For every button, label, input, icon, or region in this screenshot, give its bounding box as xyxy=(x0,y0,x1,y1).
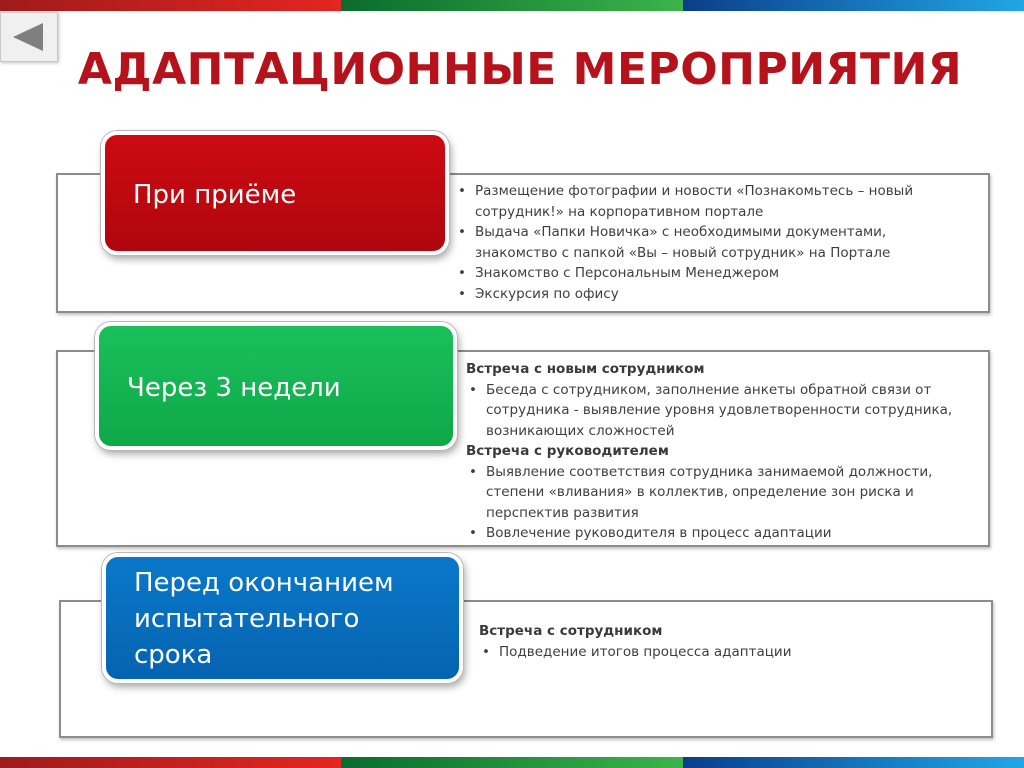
list-item: • Беседа с сотрудником, заполнение анкеты обратной связи от сотрудника - выявление уровня удовлетворенности сотрудника, возникающих сложностей xyxy=(466,380,971,442)
tab-on-hire xyxy=(101,131,449,255)
tab-end-probation xyxy=(102,553,463,683)
list-item: • Экскурсия по офису xyxy=(455,284,945,305)
top-color-stripe xyxy=(0,0,1024,11)
list-item: • Вовлечение руководителя в процесс адаптации xyxy=(466,523,971,544)
page-title: АДАПТАЦИОННЫЕ МЕРОПРИЯТИЯ xyxy=(77,44,963,95)
stripe-green xyxy=(341,0,682,11)
list-item: • Размещение фотографии и новости «Познакомьтесь – новый сотрудник!» на корпоративном портале xyxy=(455,181,945,222)
stripe-blue xyxy=(683,757,1024,768)
panel-end-probation-content xyxy=(479,621,959,662)
stripe-blue xyxy=(683,0,1024,11)
group-heading: Встреча с сотрудником xyxy=(479,623,663,639)
panel-three-weeks-content xyxy=(466,359,971,544)
group-heading: Встреча с руководителем xyxy=(466,443,669,459)
label-line: Перед окончанием xyxy=(134,568,394,598)
label-line: испытательного xyxy=(134,604,360,634)
list-item: • Выдача «Папки Новичка» с необходимыми документами, знакомство с папкой «Вы – новый сотрудник» на Портале xyxy=(455,222,945,263)
group-heading: Встреча с новым сотрудником xyxy=(466,361,705,377)
stripe-red xyxy=(0,0,341,11)
stripe-red xyxy=(0,757,341,768)
list-item: • Подведение итогов процесса адаптации xyxy=(479,642,959,663)
tab-end-probation-label xyxy=(134,565,394,673)
panel-on-hire-content xyxy=(455,181,945,304)
tab-three-weeks xyxy=(95,322,457,450)
list-item: • Знакомство с Персональным Менеджером xyxy=(455,263,945,284)
label-line: срока xyxy=(134,640,213,670)
list-item: • Выявление соответствия сотрудника занимаемой должности, степени «вливания» в коллектив, определение зон риска и перспектив развития xyxy=(466,462,971,524)
bottom-color-stripe xyxy=(0,757,1024,768)
stripe-green xyxy=(341,757,682,768)
tab-three-weeks-label: Через 3 недели xyxy=(127,373,341,403)
tab-on-hire-label: При приёме xyxy=(133,180,297,210)
